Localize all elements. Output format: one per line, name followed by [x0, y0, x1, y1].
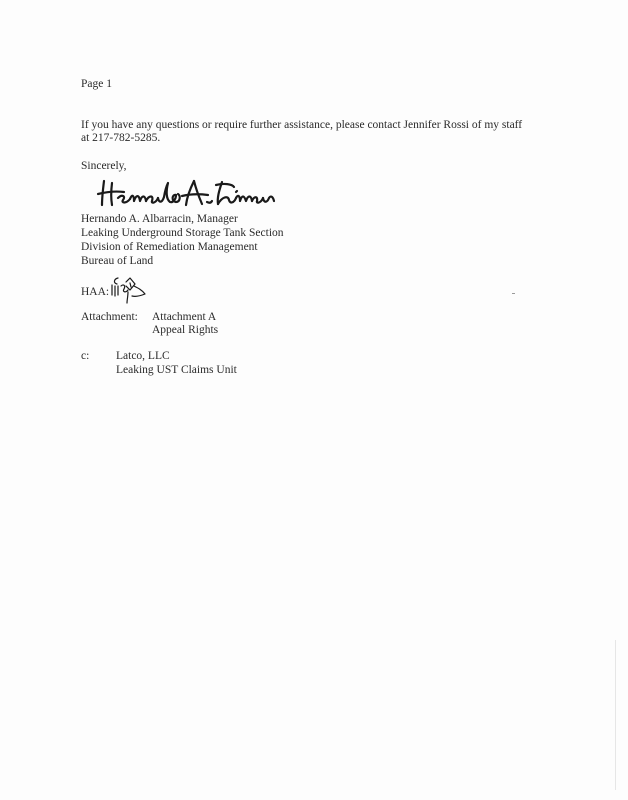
body-text-line-2: at 217-782-5285. — [81, 132, 161, 144]
cc-recipient: Leaking UST Claims Unit — [116, 364, 237, 376]
signer-section: Leaking Underground Storage Tank Section — [81, 227, 284, 239]
scan-artifact-dot — [512, 293, 515, 294]
scan-edge-artifact — [615, 640, 616, 790]
attachment-item: Attachment A — [152, 311, 217, 323]
cc-label: c: — [81, 350, 90, 362]
attachment-item: Appeal Rights — [152, 324, 219, 336]
signer-bureau: Bureau of Land — [81, 255, 154, 267]
page-number: Page 1 — [81, 78, 112, 90]
signer-name-title: Hernando A. Albarracin, Manager — [81, 213, 238, 225]
handwritten-signature — [96, 177, 278, 211]
attachment-label: Attachment: — [81, 311, 138, 323]
closing-salutation: Sincerely, — [81, 160, 127, 172]
cc-recipient: Latco, LLC — [116, 350, 170, 362]
initials-prefix: HAA: — [81, 286, 110, 298]
body-text-line-1: If you have any questions or require further assistance, please contact Jennifer Rossi of my staff — [81, 119, 523, 131]
handwritten-initials — [104, 274, 150, 304]
signer-division: Division of Remediation Management — [81, 241, 258, 253]
